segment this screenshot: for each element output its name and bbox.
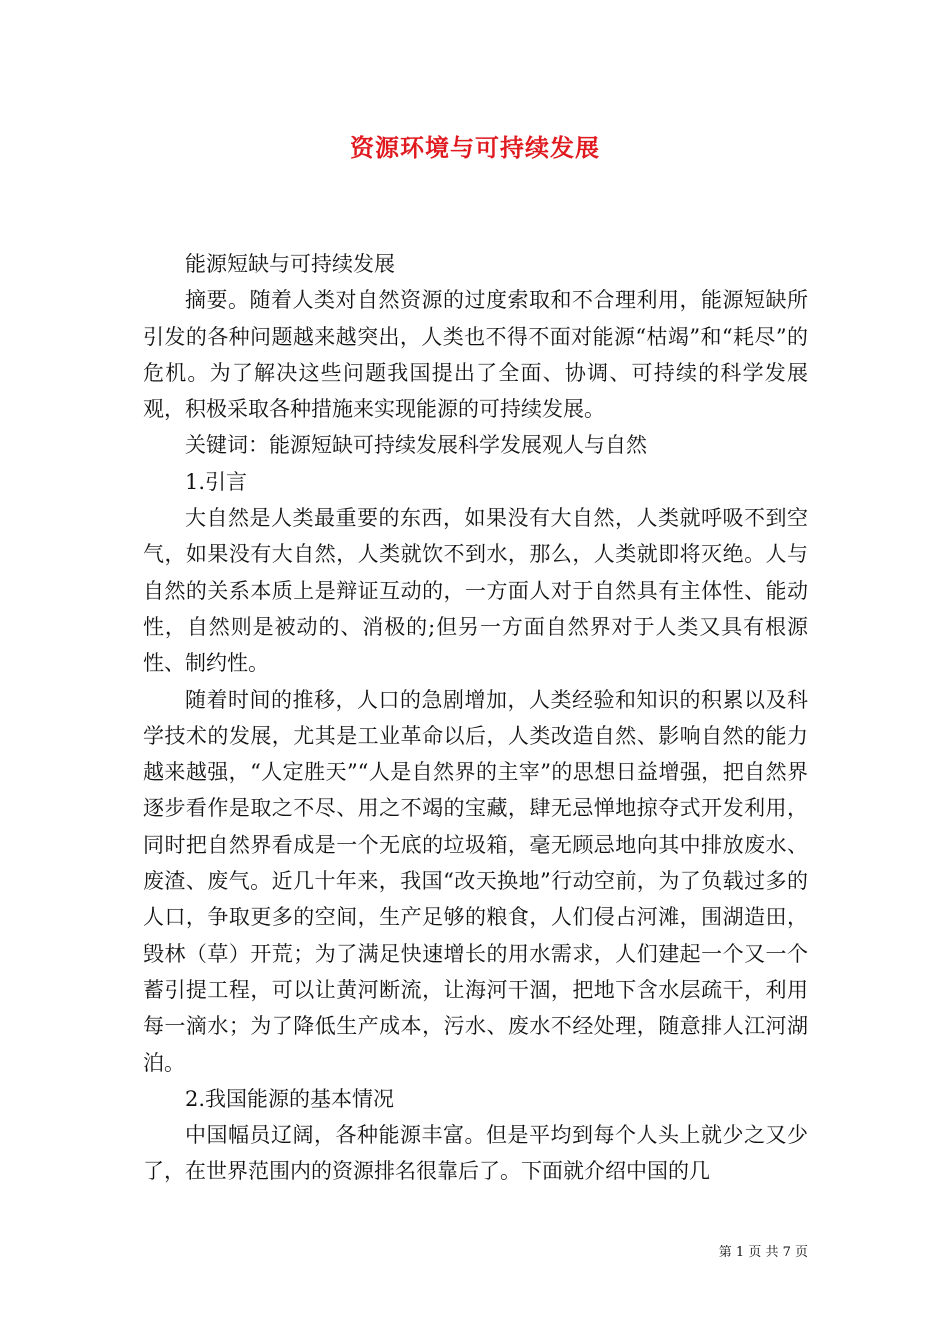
keywords-paragraph: 关键词：能源短缺可持续发展科学发展观人与自然	[185, 433, 647, 458]
document-body	[143, 246, 808, 1190]
document-title: 资源环境与可持续发展	[350, 133, 600, 162]
intro-paragraph-1: 大自然是人类最重要的东西，如果没有大自然，人类就呼吸不到空气，如果没有大自然，人类就饮不到水，那么，人类就即将灭绝。人与自然的关系本质上是辩证互动的，一方面人对于自然具有主体性、能动性，自然则是被动的、消极的;但另一方面自然界对于人类又具有根源性、制约性。	[143, 506, 808, 676]
section-heading-introduction: 1.引言	[185, 469, 248, 494]
section-heading-energy-situation: 2.我国能源的基本情况	[185, 1086, 395, 1111]
intro-paragraph-2: 随着时间的推移，人口的急剧增加，人类经验和知识的积累以及科学技术的发展，尤其是工业革命以后，人类改造自然、影响自然的能力越来越强，“人定胜天”“人是自然界的主宰”的思想日益增强，把自然界逐步看作是取之不尽、用之不竭的宝藏，肆无忌惮地掠夺式开发利用，同时把自然界看成是一个无底的垃圾箱，毫无顾忌地向其中排放废水、废渣、废气。近几十年来，我国“改天换地”行动空前，为了负载过多的人口，争取更多的空间，生产足够的粮食，人们侵占河滩，围湖造田，毁林（草）开荒；为了满足快速增长的用水需求，人们建起一个又一个蓄引提工程，可以让黄河断流，让海河干涸，把地下含水层疏干，利用每一滴水；为了降低生产成本，污水、废水不经处理，随意排人江河湖泊。	[143, 687, 808, 1075]
energy-situation-paragraph: 中国幅员辽阔，各种能源丰富。但是平均到每个人头上就少之又少了，在世界范围内的资源排名很靠后了。下面就介绍中国的几	[143, 1123, 808, 1184]
page-number-footer: 第 1 页 共 7 页	[718, 1245, 808, 1260]
abstract-paragraph: 摘要。随着人类对自然资源的过度索取和不合理利用，能源短缺所引发的各种问题越来越突出，人类也不得不面对能源“枯竭”和“耗尽”的危机。为了解决这些问题我国提出了全面、协调、可持续的科学发展观，积极采取各种措施来实现能源的可持续发展。	[143, 288, 808, 422]
section-heading-energy-shortage: 能源短缺与可持续发展	[185, 252, 395, 276]
